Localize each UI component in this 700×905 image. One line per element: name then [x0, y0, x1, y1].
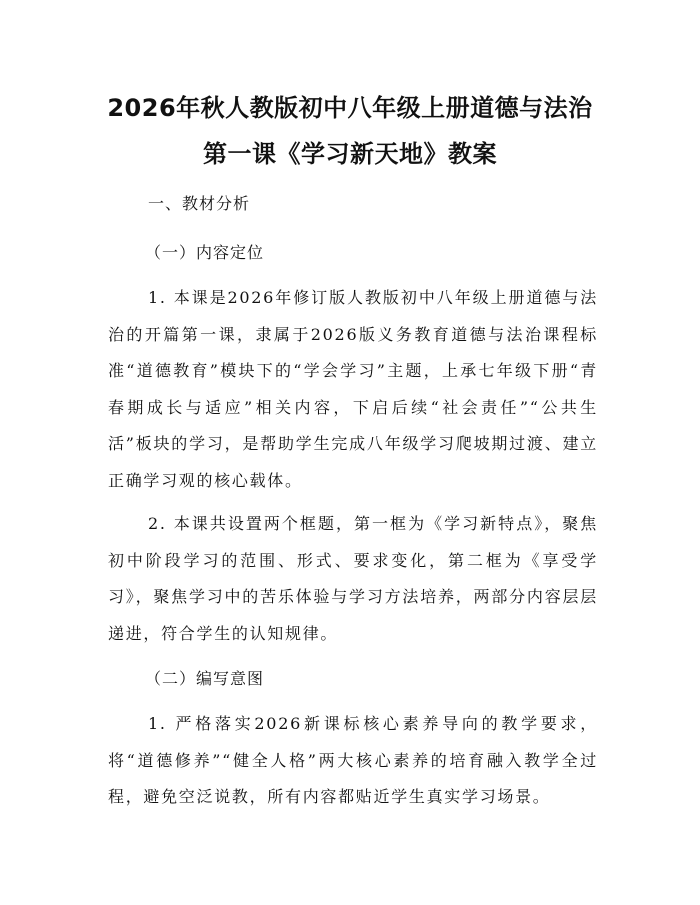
document-subtitle: 第一课《学习新天地》教案 — [203, 140, 497, 168]
body-paragraph: 1. 本课是2026年修订版人教版初中八年级上册道德与法治的开篇第一课，隶属于2026版义务教育道德与法治课程标准“道德教育”模块下的“学会学习”主题，上承七年级下册“青春期成长与适应”相关内容，下启后续“社会责任”“公共生活”板块的学习，是帮助学生完成八年级学习爬坡期过渡、建立正确学习观的核心载体。 — [108, 288, 598, 490]
body-paragraph: 1. 严格落实2026新课标核心素养导向的教学要求，将“道德修养”“健全人格”两大核心素养的培育融入教学全过程，避免空泛说教，所有内容都贴近学生真实学习场景。 — [108, 714, 598, 806]
body-paragraph: 2. 本课共设置两个框题，第一框为《学习新特点》，聚焦初中阶段学习的范围、形式、要求变化，第二框为《享受学习》，聚焦学习中的苦乐体验与学习方法培养，两部分内容层层递进，符合学生的认知规律。 — [108, 514, 598, 643]
subsection-heading: （二）编写意图 — [145, 669, 265, 688]
document-title: 2026年秋人教版初中八年级上册道德与法治 — [107, 94, 593, 122]
section-heading: 一、教材分析 — [148, 194, 251, 213]
subsection-heading: （一）内容定位 — [145, 243, 265, 262]
